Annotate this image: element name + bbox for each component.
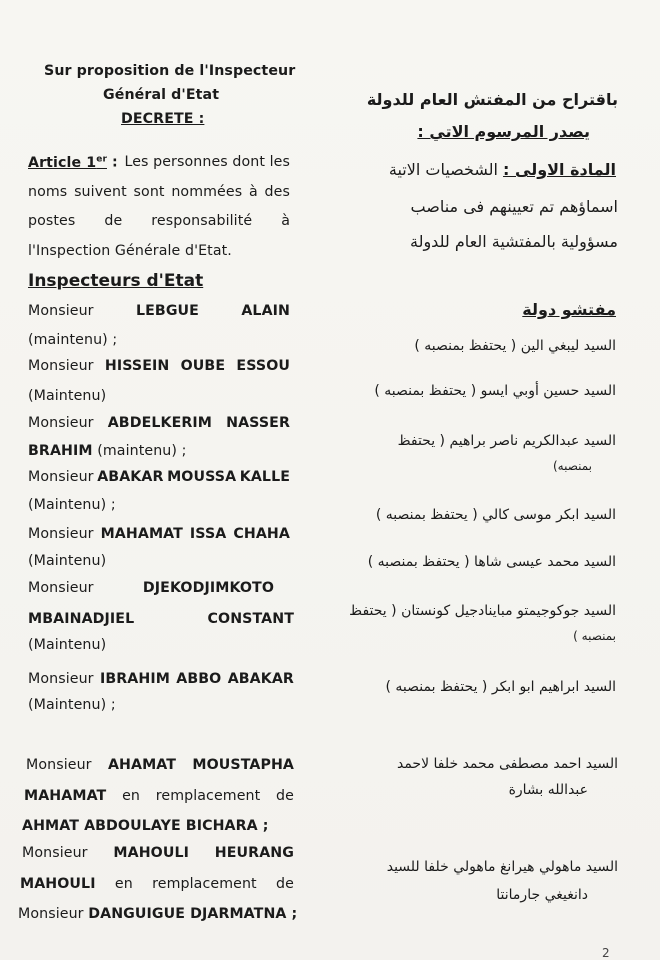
- page-number: 2: [602, 946, 610, 960]
- entry-4-line1: Monsieur ABAKAR MOUSSA KALLE: [28, 469, 290, 485]
- entry-6-ar1: السيد جوكوجيمتو مباينادجيل كونستان ( يحتفظ: [349, 603, 616, 619]
- article-label: Article 1er: [28, 154, 107, 171]
- entry-9-line2: MAHOULI en remplacement de: [20, 876, 294, 892]
- entry-7-line2: (Maintenu) ;: [28, 697, 116, 713]
- entry-4-line2: (Maintenu) ;: [28, 497, 116, 513]
- article-ar-line3: مسؤولية بالمفتشية العام للدولة: [410, 232, 618, 251]
- entry-8-line2: MAHAMAT en remplacement de: [24, 788, 294, 804]
- header-fr-line1: Sur proposition de l'Inspecteur: [44, 63, 296, 79]
- entry-3-line1: Monsieur ABDELKERIM NASSER: [28, 415, 290, 431]
- entry-1-ar: السيد ليبغي الين ( يحتفظ بمنصبه ): [414, 338, 616, 354]
- entry-1-line2: (maintenu) ;: [28, 332, 118, 348]
- section-title-ar: مفتشو دولة: [522, 300, 616, 319]
- entry-5-line2: (Maintenu): [28, 553, 107, 569]
- entry-7-ar: السيد ابراهيم ابو ابكر ( يحتفظ بمنصبه ): [385, 679, 616, 695]
- entry-9-ar2: دانغيغي جارمانتا: [496, 887, 588, 903]
- entry-2-line2: (Maintenu): [28, 388, 107, 404]
- article-line3: postes de responsabilité à: [28, 213, 290, 229]
- entry-6-line2: MBAINADJIEL CONSTANT: [28, 611, 294, 627]
- entry-5-line1: Monsieur MAHAMAT ISSA CHAHA: [28, 526, 290, 542]
- entry-1-line1: Monsieur LEBGUE ALAIN: [28, 303, 290, 319]
- entry-7-line1: Monsieur IBRAHIM ABBO ABAKAR: [28, 671, 294, 687]
- entry-9-line1: Monsieur MAHOULI HEURANG: [22, 845, 294, 861]
- article-ar-line2: اسماؤهم تم تعيينهم فى مناصب: [410, 197, 618, 216]
- entry-3-ar1: السيد عبدالكريم ناصر براهيم ( يحتفظ: [397, 433, 616, 449]
- entry-2-line1: Monsieur HISSEIN OUBE ESSOU: [28, 358, 290, 374]
- article-line1: Article 1er : Les personnes dont les: [28, 154, 290, 171]
- entry-3-line2: BRAHIM (maintenu) ;: [28, 443, 187, 459]
- entry-6-ar2: بمنصبه ): [573, 629, 616, 643]
- entry-8-line3: AHMAT ABDOULAYE BICHARA ;: [22, 818, 269, 834]
- entry-3-ar2: بمنصبه): [552, 459, 592, 473]
- article-ar-line1: المادة الاولى : الشخصيات الاتية: [388, 160, 616, 179]
- entry-8-ar1: السيد احمد مصطفى محمد خلفا لاحمد: [396, 756, 618, 772]
- entry-5-ar: السيد محمد عيسى شاها ( يحتفظ بمنصبه ): [367, 554, 616, 570]
- entry-8-ar2: عبدالله بشارة: [508, 782, 588, 798]
- header-ar-line2: يصدر المرسوم الاتي :: [417, 122, 590, 141]
- article-line2: noms suivent sont nommées à des: [28, 184, 290, 200]
- entry-4-ar: السيد ابكر موسى كالي ( يحتفظ بمنصبه ): [375, 507, 616, 523]
- entry-9-ar1: السيد ماهولي هيرانغ ماهولي خلفا للسيد: [386, 859, 618, 875]
- decrete-heading: DECRETE :: [121, 111, 205, 127]
- header-fr-line2: Général d'Etat: [103, 87, 220, 103]
- entry-6-line1: Monsieur DJEKODJIMKOTO: [28, 580, 274, 596]
- entry-6-line3: (Maintenu): [28, 637, 107, 653]
- article-line4: l'Inspection Générale d'Etat.: [28, 243, 232, 259]
- header-ar-line1: باقتراح من المفتش العام للدولة: [366, 90, 618, 109]
- entry-2-ar: السيد حسين أوبي ايسو ( يحتفظ بمنصبه ): [374, 383, 616, 399]
- entry-8-line1: Monsieur AHAMAT MOUSTAPHA: [26, 757, 294, 773]
- section-title-fr: Inspecteurs d'Etat: [28, 271, 204, 291]
- entry-9-line3: Monsieur DANGUIGUE DJARMATNA ;: [18, 906, 298, 922]
